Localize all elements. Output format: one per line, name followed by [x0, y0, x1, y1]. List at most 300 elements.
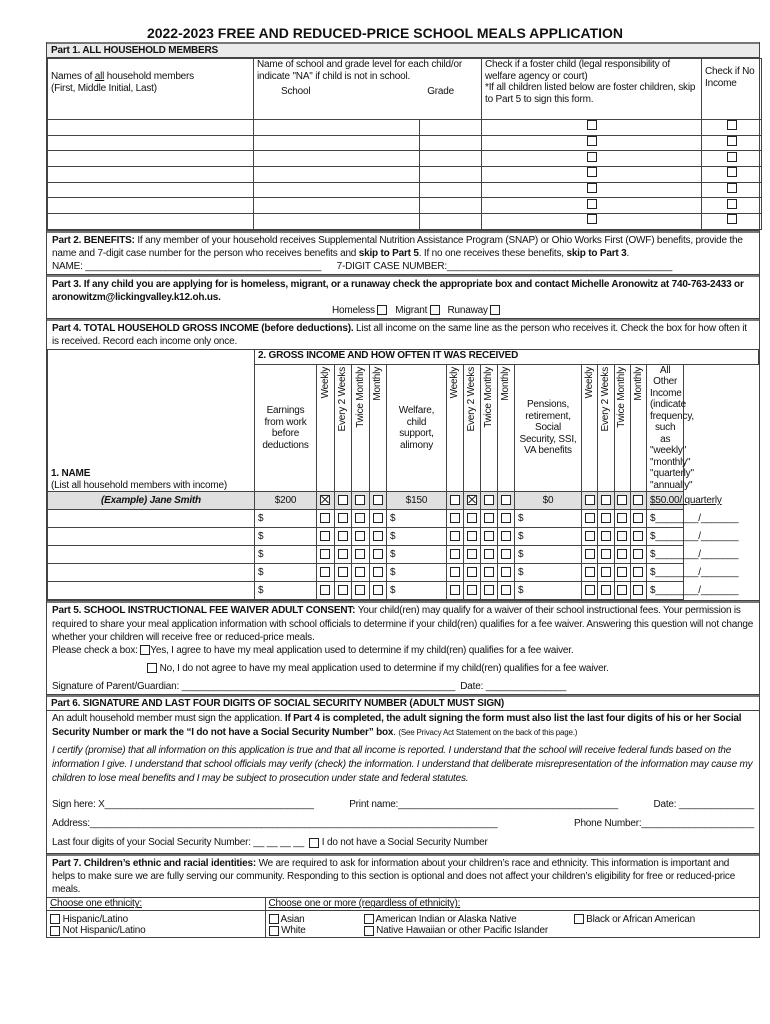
welfare-amount: $	[390, 585, 396, 597]
part7-section	[46, 854, 760, 938]
part5-date-field[interactable]: Date: _______________	[460, 681, 567, 693]
member-name-cell[interactable]	[48, 135, 254, 151]
foster-cell	[482, 167, 702, 183]
no-income-checkbox[interactable]	[727, 214, 737, 224]
freq-checkbox[interactable]	[320, 549, 330, 559]
freq-cell	[614, 510, 630, 528]
pensions-amount-cell[interactable]	[515, 510, 582, 528]
freq-checkbox[interactable]	[467, 513, 477, 523]
no-ssn-checkbox[interactable]	[309, 838, 319, 848]
school-cell[interactable]	[254, 135, 420, 151]
freq-checkbox[interactable]	[501, 549, 511, 559]
other-income-cell[interactable]	[647, 528, 739, 546]
part6-bold: If Part 4 is completed, the adult signing the form must also list the last four digits of his or her Social Security Number or mark the “I do not have a Social Security Number” box	[52, 713, 742, 739]
name-header-sub: (List all household members with income)	[51, 479, 227, 491]
freq-checkbox[interactable]	[450, 567, 460, 577]
freq-cell	[498, 528, 515, 546]
foster-child-checkbox[interactable]	[587, 120, 597, 130]
part6-section	[46, 695, 760, 854]
part2-text: If any member of your household receives Supplemental Nutrition Assistance Program (SNAP) or Ohio Works First (OWF) benefits, provide the name and 7-digit case number for the person who receives benefits and	[52, 234, 743, 259]
freq-checkbox[interactable]	[484, 531, 494, 541]
part3-section	[46, 275, 760, 319]
freq-header	[464, 364, 481, 492]
freq-checkbox[interactable]	[373, 549, 383, 559]
freq-cell	[317, 546, 335, 564]
migrant-option-label: Migrant	[395, 304, 428, 316]
freq-checkbox[interactable]	[501, 585, 511, 595]
freq-checkbox[interactable]	[617, 513, 627, 523]
foster-child-checkbox[interactable]	[587, 183, 597, 193]
freq-checkbox[interactable]	[467, 549, 477, 559]
pensions-amount-cell	[515, 492, 582, 510]
member-name-cell[interactable]	[48, 167, 254, 183]
freq-cell	[334, 564, 352, 582]
freq-cell	[498, 582, 515, 600]
freq-cell	[352, 528, 370, 546]
freq-header	[317, 364, 335, 492]
part2-text2: . If no one receives these benefits,	[418, 247, 567, 259]
other-income-value: $________/_______	[650, 585, 739, 597]
names-header-sub: (First, Middle Initial, Last)	[51, 82, 157, 94]
part5-text: Your child(ren) may qualify for a waiver of their school instructional fees. Your permission is required to share your meal application information with school officials to determine if your child(ren) qualifies for a fee waiver. Answering this question will not change whether your children will receive free or reduced-price meals.	[52, 605, 754, 643]
freq-cell	[334, 492, 352, 510]
member-name-cell[interactable]	[48, 198, 254, 214]
part6-date-field[interactable]: Date: ______________	[653, 799, 754, 811]
freq-checkbox[interactable]	[585, 531, 595, 541]
homeless-option-label: Homeless	[332, 304, 375, 316]
welfare-amount-cell[interactable]	[387, 582, 447, 600]
earnings-amount-cell[interactable]	[255, 546, 317, 564]
freq-checkbox[interactable]	[450, 495, 460, 505]
freq-checkbox[interactable]	[585, 585, 595, 595]
no-income-checkbox[interactable]	[727, 120, 737, 130]
income-row	[48, 510, 759, 528]
freq-checkbox[interactable]	[320, 531, 330, 541]
part2-skip3: skip to Part 3	[566, 247, 627, 259]
earnings-amount: $	[258, 513, 264, 525]
earnings-amount-cell[interactable]	[255, 582, 317, 600]
freq-cell	[369, 492, 387, 510]
freq-cell	[317, 564, 335, 582]
freq-checkbox[interactable]	[617, 567, 627, 577]
grade-cell[interactable]	[420, 120, 482, 136]
freq-checkbox[interactable]	[601, 531, 611, 541]
other-income-cell[interactable]	[647, 510, 739, 528]
freq-cell	[481, 492, 498, 510]
ethnicity-checkbox[interactable]	[50, 926, 60, 936]
freq-checkbox[interactable]	[484, 567, 494, 577]
school-col-label: School	[281, 86, 311, 97]
example-name: (Example) Jane Smith	[48, 492, 255, 510]
freq-cell	[598, 564, 614, 582]
freq-cell	[334, 546, 352, 564]
freq-checkbox[interactable]	[373, 513, 383, 523]
income-name-cell[interactable]	[48, 582, 255, 600]
runaway-checkbox[interactable]	[490, 305, 500, 315]
freq-cell	[614, 492, 630, 510]
freq-cell	[630, 546, 646, 564]
part2-text3: .	[626, 247, 630, 259]
school-cell[interactable]	[254, 167, 420, 183]
freq-cell	[630, 582, 646, 600]
freq-cell	[369, 510, 387, 528]
no-ssn-label: I do not have a Social Security Number	[321, 837, 488, 849]
ethnicity-label: Hispanic/Latino	[62, 913, 128, 925]
no-income-checkbox[interactable]	[727, 152, 737, 162]
other-income-value: $50.00/ quarterly	[650, 495, 722, 507]
freq-checkbox[interactable]	[484, 495, 494, 505]
freq-checkbox[interactable]	[373, 495, 383, 505]
grade-cell[interactable]	[420, 151, 482, 167]
freq-cell	[598, 528, 614, 546]
freq-checkbox[interactable]	[338, 549, 348, 559]
freq-checkbox[interactable]	[501, 495, 511, 505]
no-income-checkbox[interactable]	[727, 183, 737, 193]
freq-checkbox[interactable]	[373, 531, 383, 541]
school-header: Name of school and grade level for each child/or indicate "NA" if child is not in school.	[257, 59, 462, 82]
freq-checkbox[interactable]	[601, 495, 611, 505]
foster-cell	[482, 151, 702, 167]
freq-checkbox[interactable]	[467, 531, 477, 541]
freq-checkbox[interactable]	[338, 531, 348, 541]
runaway-option-label: Runaway	[447, 304, 488, 316]
part1-header: Part 1. ALL HOUSEHOLD MEMBERS	[47, 42, 759, 58]
freq-checkbox[interactable]	[601, 513, 611, 523]
income-row	[48, 564, 759, 582]
print-name-field[interactable]: Print name:_________________________________________	[349, 799, 618, 811]
freq-checkbox[interactable]	[450, 531, 460, 541]
no-income-checkbox[interactable]	[727, 136, 737, 146]
freq-cell	[352, 546, 370, 564]
address-field[interactable]: Address:____________________________________________________________________________	[52, 818, 498, 830]
foster-note: *If all children listed below are foster children, skip to Part 5 to sign this form.	[485, 82, 696, 105]
freq-checkbox[interactable]	[484, 549, 494, 559]
benefit-name-field[interactable]: NAME: ____________________________________________	[52, 260, 322, 272]
other-income-cell[interactable]	[647, 564, 739, 582]
no-income-cell	[702, 198, 762, 214]
freq-checkbox[interactable]	[450, 585, 460, 595]
foster-child-checkbox[interactable]	[587, 214, 597, 224]
freq-checkbox[interactable]	[373, 567, 383, 577]
school-cell[interactable]	[254, 214, 420, 230]
part2-label: Part 2. BENEFITS:	[52, 234, 135, 246]
freq-checkbox[interactable]	[320, 585, 330, 595]
income-row	[48, 582, 759, 600]
freq-cell	[614, 564, 630, 582]
freq-cell	[481, 564, 498, 582]
freq-checkbox[interactable]	[501, 531, 511, 541]
freq-cell	[582, 582, 598, 600]
freq-checkbox[interactable]	[601, 549, 611, 559]
freq-header	[582, 364, 598, 492]
welfare-amount-cell[interactable]	[387, 528, 447, 546]
freq-checkbox[interactable]	[633, 585, 643, 595]
freq-twice-monthly-label: Twice Monthly	[354, 366, 366, 428]
freq-checkbox[interactable]	[355, 585, 365, 595]
phone-field[interactable]: Phone Number:_____________________	[573, 818, 754, 830]
race-label: White	[281, 925, 306, 937]
welfare-amount-cell	[387, 492, 447, 510]
freq-cell	[498, 564, 515, 582]
household-member-row	[48, 167, 762, 183]
part7-text: We are required to ask for information about your children’s race and ethnicity. This information is important and helps to make sure we are fully serving our community. Responding to this section is optional and does not affect your children’s eligibility for free or reduced-price meals.	[52, 858, 736, 896]
no-income-header: Check if No Income	[702, 59, 762, 120]
income-name-cell[interactable]	[48, 564, 255, 582]
freq-checkbox[interactable]	[320, 513, 330, 523]
part2-skip5: skip to Part 5	[358, 247, 419, 259]
pensions-amount: $0	[542, 495, 554, 507]
migrant-checkbox[interactable]	[430, 305, 440, 315]
freq-every-2-weeks-label: Every 2 Weeks	[600, 366, 612, 432]
earnings-amount-cell[interactable]	[255, 510, 317, 528]
foster-child-checkbox[interactable]	[587, 199, 597, 209]
ethnicity-checkbox[interactable]	[50, 914, 60, 924]
earnings-amount-cell[interactable]	[255, 564, 317, 582]
freq-weekly-label: Weekly	[449, 366, 461, 399]
income-name-cell[interactable]	[48, 546, 255, 564]
foster-child-checkbox[interactable]	[587, 152, 597, 162]
names-header: Names of	[51, 71, 95, 82]
household-member-row	[48, 198, 762, 214]
race-checkbox[interactable]	[574, 914, 584, 924]
member-name-cell[interactable]	[48, 214, 254, 230]
freq-checkbox[interactable]	[633, 531, 643, 541]
other-income-text: All Other Income (indicate frequency, such as "weekly" "monthly" "quarterly" "annually"	[650, 364, 694, 491]
freq-checkbox[interactable]	[501, 513, 511, 523]
part2-section	[46, 231, 760, 275]
other-income-header	[647, 364, 694, 492]
earnings-header-text: Earnings from work before deductions	[262, 405, 309, 451]
no-income-cell	[702, 135, 762, 151]
freq-checkbox[interactable]	[617, 549, 627, 559]
grade-cell[interactable]	[420, 182, 482, 198]
freq-checkbox[interactable]	[467, 585, 477, 595]
freq-cell	[352, 582, 370, 600]
freq-checkbox[interactable]	[355, 495, 365, 505]
earnings-amount: $	[258, 549, 264, 561]
freq-cell	[369, 564, 387, 582]
form-title: 2022-2023 FREE AND REDUCED-PRICE SCHOOL MEALS APPLICATION	[146, 25, 624, 41]
freq-checkbox[interactable]	[585, 549, 595, 559]
freq-checkbox[interactable]	[601, 585, 611, 595]
freq-cell	[582, 492, 598, 510]
freq-checkbox[interactable]	[355, 531, 365, 541]
example-income-row	[48, 492, 759, 510]
freq-checkbox[interactable]	[338, 585, 348, 595]
freq-cell	[334, 510, 352, 528]
freq-checkbox[interactable]	[633, 567, 643, 577]
member-name-cell[interactable]	[48, 151, 254, 167]
earnings-amount: $	[258, 531, 264, 543]
income-row	[48, 528, 759, 546]
freq-checkbox[interactable]	[484, 513, 494, 523]
pensions-amount-cell[interactable]	[515, 582, 582, 600]
freq-checkbox[interactable]	[617, 585, 627, 595]
freq-checkbox[interactable]	[320, 495, 330, 505]
school-cell[interactable]	[254, 120, 420, 136]
freq-checkbox[interactable]	[617, 531, 627, 541]
ssn-field[interactable]: Last four digits of your Social Security Number: __ __ __ __	[52, 837, 305, 849]
freq-cell	[614, 528, 630, 546]
race-checkbox[interactable]	[269, 914, 279, 924]
freq-cell	[630, 528, 646, 546]
freq-cell	[334, 528, 352, 546]
names-header-post: household members	[104, 71, 194, 82]
pensions-amount-cell[interactable]	[515, 564, 582, 582]
sign-here-field[interactable]: Sign here: X_______________________________________	[52, 799, 314, 811]
freq-checkbox[interactable]	[355, 549, 365, 559]
freq-header	[369, 364, 387, 492]
freq-checkbox[interactable]	[484, 585, 494, 595]
foster-header: Check if a foster child (legal responsibility of welfare agency or court)	[485, 59, 670, 82]
freq-checkbox[interactable]	[501, 567, 511, 577]
freq-cell	[464, 564, 481, 582]
freq-checkbox[interactable]	[585, 513, 595, 523]
part6-text: An adult household member must sign the application.	[52, 713, 285, 725]
grade-cell[interactable]	[420, 214, 482, 230]
freq-cell	[369, 582, 387, 600]
foster-child-checkbox[interactable]	[587, 167, 597, 177]
household-member-row	[48, 135, 762, 151]
no-income-cell	[702, 182, 762, 198]
freq-weekly-label: Weekly	[583, 366, 595, 399]
income-name-cell[interactable]	[48, 528, 255, 546]
pensions-amount: $	[518, 531, 524, 543]
freq-checkbox[interactable]	[467, 495, 477, 505]
grade-cell[interactable]	[420, 198, 482, 214]
fee-waiver-yes-label: Yes, I agree to have my meal application used to determine if my child(ren) qualifies for a fee waiver.	[150, 644, 574, 656]
household-member-row	[48, 120, 762, 136]
pensions-amount: $	[518, 567, 524, 579]
ethnicity-label: Not Hispanic/Latino	[62, 925, 146, 937]
freq-checkbox[interactable]	[450, 549, 460, 559]
race-checkbox[interactable]	[364, 926, 374, 936]
freq-checkbox[interactable]	[320, 567, 330, 577]
foster-cell	[482, 135, 702, 151]
welfare-amount-cell[interactable]	[387, 510, 447, 528]
other-income-cell[interactable]	[647, 546, 739, 564]
income-name-cell[interactable]	[48, 510, 255, 528]
freq-cell	[481, 582, 498, 600]
freq-checkbox[interactable]	[338, 567, 348, 577]
freq-cell	[498, 510, 515, 528]
grade-col-label: Grade	[427, 86, 454, 97]
household-member-row	[48, 214, 762, 230]
school-cell[interactable]	[254, 182, 420, 198]
member-name-cell[interactable]	[48, 182, 254, 198]
guardian-signature-field[interactable]: Signature of Parent/Guardian: ___________________________________________________	[52, 681, 456, 693]
freq-checkbox[interactable]	[585, 495, 595, 505]
freq-checkbox[interactable]	[601, 567, 611, 577]
pensions-amount: $	[518, 513, 524, 525]
freq-header	[481, 364, 498, 492]
ethnicity-header: Choose one ethnicity:	[50, 898, 142, 910]
freq-checkbox[interactable]	[633, 513, 643, 523]
case-number-field[interactable]: 7-DIGIT CASE NUMBER:__________________________________________	[336, 260, 673, 272]
race-checkbox[interactable]	[269, 926, 279, 936]
welfare-header-text: Welfare, child support, alimony	[398, 405, 435, 451]
homeless-checkbox[interactable]	[377, 305, 387, 315]
race-option	[574, 914, 757, 926]
other-income-value: $________/_______	[650, 567, 739, 579]
no-income-checkbox[interactable]	[727, 167, 737, 177]
freq-checkbox[interactable]	[617, 495, 627, 505]
freq-checkbox[interactable]	[450, 513, 460, 523]
freq-cell	[598, 546, 614, 564]
grade-cell[interactable]	[420, 167, 482, 183]
foster-child-checkbox[interactable]	[587, 136, 597, 146]
freq-cell	[630, 510, 646, 528]
fee-waiver-no-checkbox[interactable]	[147, 663, 157, 673]
freq-cell	[317, 528, 335, 546]
part4-section	[46, 319, 760, 602]
earnings-amount-cell[interactable]	[255, 528, 317, 546]
freq-cell	[614, 546, 630, 564]
freq-cell	[630, 492, 646, 510]
pensions-amount-cell[interactable]	[515, 546, 582, 564]
member-name-cell[interactable]	[48, 120, 254, 136]
freq-cell	[464, 546, 481, 564]
fee-waiver-yes-checkbox[interactable]	[140, 645, 150, 655]
freq-checkbox[interactable]	[355, 567, 365, 577]
freq-checkbox[interactable]	[338, 513, 348, 523]
application-form	[46, 42, 760, 938]
freq-cell	[447, 546, 464, 564]
freq-checkbox[interactable]	[338, 495, 348, 505]
freq-cell	[582, 528, 598, 546]
freq-checkbox[interactable]	[355, 513, 365, 523]
freq-monthly-label: Monthly	[500, 366, 512, 401]
freq-every-2-weeks-label: Every 2 Weeks	[466, 366, 478, 432]
freq-every-2-weeks-label: Every 2 Weeks	[337, 366, 348, 432]
other-income-cell[interactable]	[647, 582, 739, 600]
no-income-cell	[702, 151, 762, 167]
freq-monthly-label: Monthly	[372, 366, 383, 401]
other-income-value: $________/_______	[650, 513, 739, 525]
freq-cell	[598, 492, 614, 510]
freq-checkbox[interactable]	[373, 585, 383, 595]
freq-checkbox[interactable]	[633, 549, 643, 559]
welfare-amount: $	[390, 567, 396, 579]
freq-checkbox[interactable]	[467, 567, 477, 577]
grade-cell[interactable]	[420, 135, 482, 151]
welfare-amount: $	[390, 513, 396, 525]
part4-text: List all income on the same line as the person who receives it. Check the box for how often it is received. Record each income only once.	[52, 322, 747, 347]
freq-cell	[598, 582, 614, 600]
names-header-all: all	[94, 71, 105, 82]
freq-checkbox[interactable]	[585, 567, 595, 577]
earnings-amount: $200	[274, 495, 297, 507]
earnings-amount: $	[258, 567, 264, 579]
pensions-amount-cell[interactable]	[515, 528, 582, 546]
freq-header	[447, 364, 464, 492]
pensions-amount: $	[518, 549, 524, 561]
school-cell[interactable]	[254, 151, 420, 167]
freq-cell	[464, 510, 481, 528]
foster-cell	[482, 182, 702, 198]
race-option	[269, 914, 364, 926]
welfare-amount-cell[interactable]	[387, 564, 447, 582]
school-cell[interactable]	[254, 198, 420, 214]
freq-cell	[447, 564, 464, 582]
welfare-amount-cell[interactable]	[387, 546, 447, 564]
freq-weekly-label: Weekly	[319, 366, 331, 399]
welfare-amount: $	[390, 549, 396, 561]
race-checkbox[interactable]	[364, 914, 374, 924]
freq-checkbox[interactable]	[633, 495, 643, 505]
no-income-checkbox[interactable]	[727, 199, 737, 209]
part5-prompt: Please check a box:	[52, 644, 141, 656]
